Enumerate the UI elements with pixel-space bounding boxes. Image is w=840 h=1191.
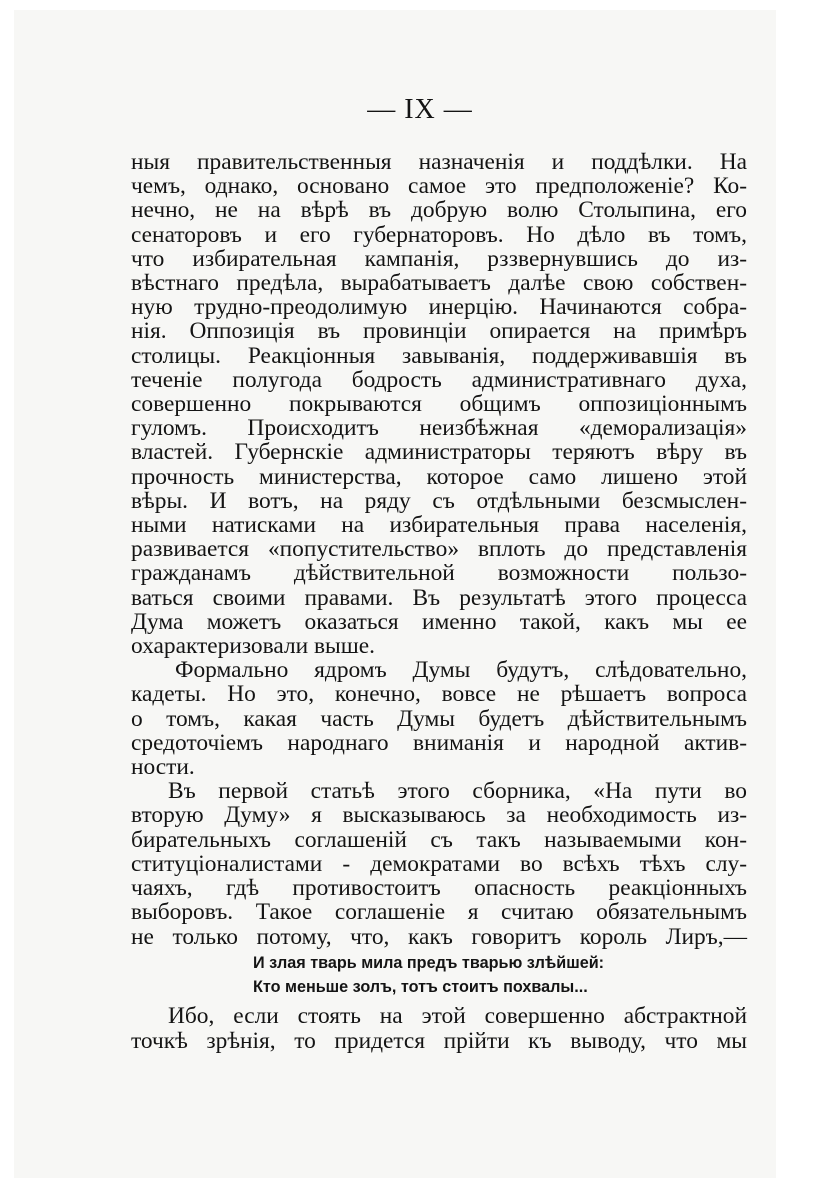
text-line: бирательныхъ соглашеній съ такъ называемыми кон- [131,826,747,853]
text-line: не только потому, что, какъ говоритъ король Лиръ,— [131,923,747,950]
text-line: гражданамъ дѣйствительной возможности пользо- [131,560,747,587]
text-line: столицы. Реакціонныя завыванія, поддерживавшія въ [131,342,747,369]
text-line: точкѣ зрѣнія, то придется прійти къ выводу, что мы [131,1028,747,1054]
paragraph-start-line: Ибо, если стоять на этой совершенно абстрактной [168,1003,747,1029]
text-line: вторую Думу» я высказываюсь за необходимость из- [131,802,747,829]
text-line: выборовъ. Такое соглашеніе я считаю обязательнымъ [131,899,747,926]
text-line: ности. [131,754,195,781]
text-line: ными натисками на избирательныя права населенія, [131,512,747,539]
paragraph-start-line: Въ первой статьѣ этого сборника, «На пути во [168,778,747,805]
closing-text [131,1004,747,1054]
verse-line: Кто меньше золъ, тотъ стоитъ похвалы... [253,978,588,996]
text-line: гуломъ. Происходитъ неизбѣжная «деморализація» [131,415,747,442]
text-line: чемъ, однако, основано самое это предположеніе? Ко- [131,173,747,200]
text-line: сенаторовъ и его губернаторовъ. Но дѣло въ томъ, [131,221,747,248]
text-line: вѣстнаго предѣла, вырабатываетъ далѣе свою собствен- [131,270,747,297]
text-line: средоточіемъ народнаго вниманія и народной актив- [131,729,747,756]
text-line: ныя правительственныя назначенія и поддѣлки. На [131,149,747,175]
verse-quote [253,951,604,999]
text-line: прочность министерства, которое само лишено этой [131,463,747,490]
text-line: нія. Оппозиція въ провинціи опирается на примѣръ [131,318,747,345]
text-line: что избирательная кампанія, рззвернувшись до из- [131,245,747,272]
text-line: развивается «попустительство» вплоть до представленія [131,536,747,563]
paragraph-start-line: Формально ядромъ Думы будутъ, слѣдовательно, [175,657,747,684]
text-line: чаяхъ, гдѣ противостоитъ опасность реакціонныхъ [131,875,747,902]
text-line: ституціоналистами - демократами во всѣхъ тѣхъ слу- [131,850,747,877]
text-line: властей. Губернскіе администраторы теряютъ вѣру въ [131,439,747,466]
text-line: нечно, не на вѣрѣ въ добрую волю Столыпина, его [131,197,747,224]
text-line: теченіе полугода бодрость административнаго духа, [131,366,747,393]
text-line: ваться своими правами. Въ результатѣ этого процесса [131,584,747,611]
page-number: — IX — [367,94,473,125]
text-line: совершенно покрываются общимъ оппозиціоннымъ [131,391,747,418]
text-line: ную трудно-преодолимую инерцію. Начинаются собра- [131,294,747,321]
text-line: кадеты. Но это, конечно, вовсе не рѣшаетъ вопроса [131,681,747,708]
text-line: охарактеризовали выше. [131,633,375,660]
verse-line: И злая тварь мила предъ тварью злѣйшей: [253,954,605,972]
text-line: о томъ, какая часть Думы будетъ дѣйствительнымъ [131,705,747,732]
text-line: Дума можетъ оказаться именно такой, какъ мы ее [131,608,747,635]
main-text [131,150,747,949]
text-line: вѣры. И вотъ, на ряду съ отдѣльными безсмыслен- [131,487,747,514]
